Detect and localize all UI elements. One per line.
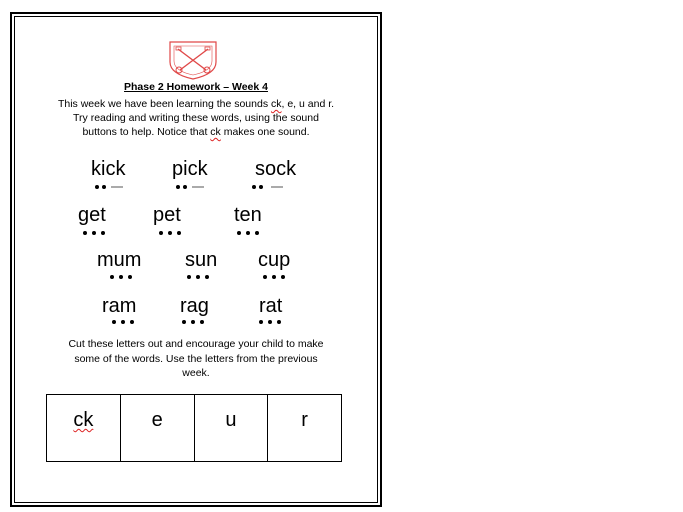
- intro-line1-end: , e, u and r.: [281, 98, 335, 110]
- word-mum: mum: [97, 249, 142, 271]
- sound-buttons-rag: [182, 318, 207, 326]
- word-cup: cup: [258, 249, 291, 271]
- sound-buttons-pet: [159, 229, 184, 237]
- intro-line1-start: This week we have been learning the sounds: [57, 98, 271, 110]
- letter-cell-u: [195, 395, 269, 461]
- sound-buttons-sock: [252, 183, 283, 191]
- word-pet: pet: [153, 204, 181, 226]
- sound-buttons-rat: [259, 318, 284, 326]
- sound-buttons-ram: [112, 318, 137, 326]
- letter-e: e: [151, 409, 163, 431]
- cut-line3: week.: [182, 367, 210, 379]
- sound-buttons-cup: [263, 273, 288, 281]
- intro-text: [40, 97, 352, 139]
- cut-instructions: [52, 337, 340, 381]
- letter-cell-e: [121, 395, 195, 461]
- word-rat: rat: [259, 295, 283, 317]
- word-get: get: [78, 204, 106, 226]
- sound-buttons-pick: [176, 183, 204, 191]
- sound-buttons-get: [83, 229, 108, 237]
- word-ram: ram: [102, 295, 137, 317]
- letter-cell-r: [268, 395, 341, 461]
- sound-buttons-kick: [95, 183, 123, 191]
- cut-line2: some of the words. Use the letters from the previous: [74, 352, 318, 365]
- word-ten: ten: [234, 204, 262, 226]
- letter-cell-ck: [47, 395, 121, 461]
- cut-line1: Cut these letters out and encourage your child to make: [68, 338, 324, 350]
- intro-line2: Try reading and writing these words, using the sound: [73, 112, 319, 124]
- word-rag: rag: [180, 295, 209, 317]
- intro-line3-end: makes one sound.: [220, 126, 310, 138]
- sound-buttons-mum: [110, 273, 135, 281]
- letter-cutout-table: [46, 394, 342, 462]
- word-kick: kick: [91, 158, 126, 180]
- intro-ck-2: ck: [210, 126, 221, 138]
- word-pick: pick: [172, 158, 208, 180]
- intro-ck-1: ck: [271, 98, 282, 110]
- sound-buttons-sun: [187, 273, 212, 281]
- crossed-keys-shield-icon: [168, 40, 218, 80]
- word-sun: sun: [185, 249, 218, 271]
- page-title: Phase 2 Homework – Week 4: [124, 81, 268, 93]
- intro-line3-start: buttons to help. Notice that: [82, 126, 211, 138]
- word-sock: sock: [255, 158, 297, 180]
- sound-buttons-ten: [237, 229, 262, 237]
- letter-r: r: [301, 409, 308, 431]
- letter-u: u: [225, 409, 237, 431]
- letter-ck: ck: [73, 409, 94, 431]
